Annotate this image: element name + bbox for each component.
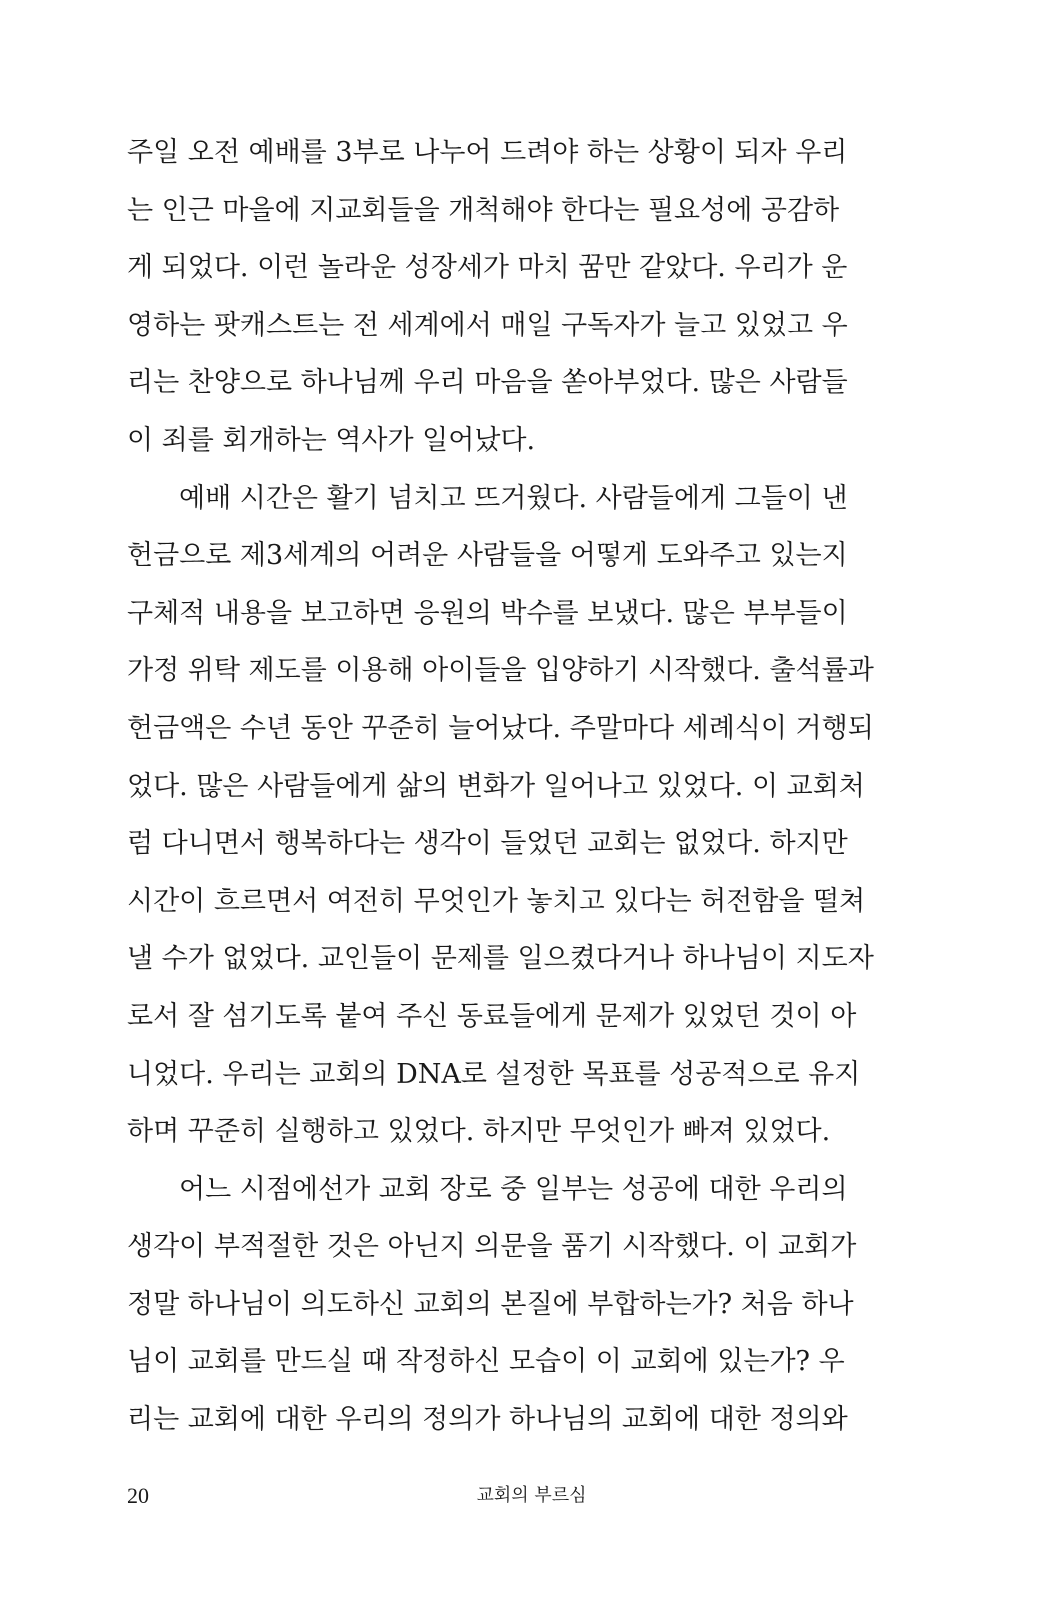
text-line: 하며 꾸준히 실행하고 있었다. 하지만 무엇인가 빠져 있었다.: [127, 1116, 831, 1148]
running-title: 교회의 부르심: [476, 1485, 587, 1506]
text-line: 주일 오전 예배를 3부로 나누어 드려야 하는 상황이 되자 우리: [127, 137, 848, 168]
text-line: 구체적 내용을 보고하면 응원의 박수를 보냈다. 많은 부부들이: [127, 597, 848, 629]
text-line: 어느 시점에선가 교회 장로 중 일부는 성공에 대한 우리의: [179, 1173, 848, 1205]
text-line: 낼 수가 없었다. 교인들이 문제를 일으켰다거나 하나님이 지도자: [127, 943, 874, 975]
text-line: 헌금액은 수년 동안 꾸준히 늘어났다. 주말마다 세례식이 거행되: [127, 712, 874, 744]
text-line: 가정 위탁 제도를 이용해 아이들을 입양하기 시작했다. 출석률과: [127, 655, 874, 687]
text-line: 리는 교회에 대한 우리의 정의가 하나님의 교회에 대한 정의와: [127, 1404, 848, 1436]
page-footer: [0, 1481, 1063, 1511]
text-line: 럼 다니면서 행복하다는 생각이 들었던 교회는 없었다. 하지만: [127, 828, 848, 860]
text-line: 생각이 부적절한 것은 아닌지 의문을 품기 시작했다. 이 교회가: [127, 1231, 857, 1263]
text-line: 이 죄를 회개하는 역사가 일어났다.: [127, 424, 536, 456]
text-line: 예배 시간은 활기 넘치고 뜨거웠다. 사람들에게 그들이 낸: [179, 482, 848, 514]
text-line: 로서 잘 섬기도록 붙여 주신 동료들에게 문제가 있었던 것이 아: [127, 1000, 857, 1032]
text-line: 시간이 흐르면서 여전히 무엇인가 놓치고 있다는 허전함을 떨쳐: [127, 885, 866, 917]
text-line: 리는 찬양으로 하나님께 우리 마음을 쏟아부었다. 많은 사람들: [127, 367, 848, 399]
body-text: [127, 124, 874, 1449]
text-line: 는 인근 마을에 지교회들을 개척해야 한다는 필요성에 공감하: [127, 194, 840, 226]
text-line: 영하는 팟캐스트는 전 세계에서 매일 구독자가 늘고 있었고 우: [127, 309, 848, 341]
text-line: 님이 교회를 만드실 때 작정하신 모습이 이 교회에 있는가? 우: [127, 1346, 845, 1378]
text-line: 었다. 많은 사람들에게 삶의 변화가 일어나고 있었다. 이 교회처: [127, 770, 865, 802]
text-line: 정말 하나님이 의도하신 교회의 본질에 부합하는가? 처음 하나: [127, 1288, 854, 1320]
text-line: 게 되었다. 이런 놀라운 성장세가 마치 꿈만 같았다. 우리가 운: [127, 252, 848, 284]
page-number: 20: [127, 1483, 149, 1508]
text-line: 니었다. 우리는 교회의 DNA로 설정한 목표를 성공적으로 유지: [127, 1058, 861, 1090]
text-line: 헌금으로 제3세계의 어려운 사람들을 어떻게 도와주고 있는지: [127, 540, 848, 572]
